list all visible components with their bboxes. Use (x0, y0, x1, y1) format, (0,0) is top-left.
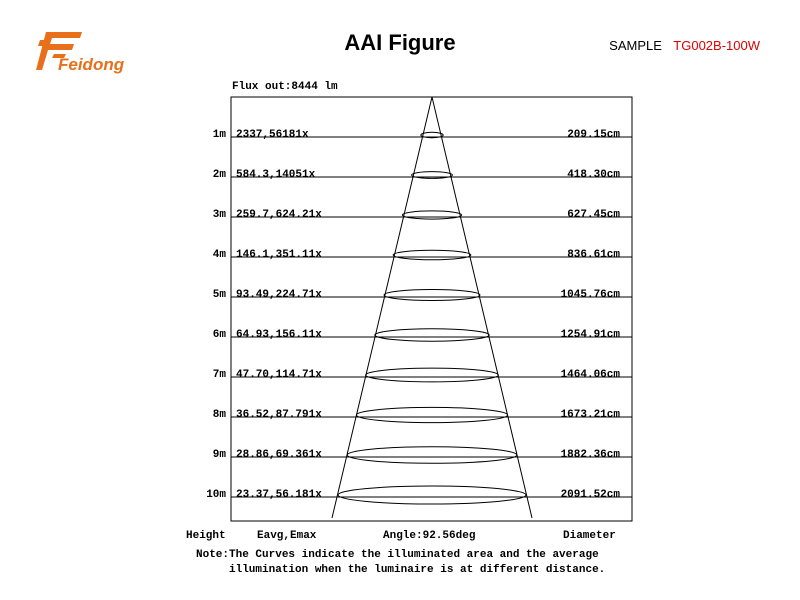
row-eavg-emax: 28.86,69.361x (236, 449, 322, 461)
row-diameter: 1882.36cm (560, 449, 620, 461)
row-height-label: 2m (212, 169, 226, 181)
page-title: AAI Figure (344, 30, 456, 55)
row-height-label: 3m (212, 209, 226, 221)
sample-label: SAMPLE (609, 38, 662, 53)
row-height-label: 5m (212, 289, 226, 301)
logo-wordmark: Feidong (58, 55, 125, 74)
footer-eavg: Eavg,Emax (257, 530, 317, 542)
row-eavg-emax: 259.7,624.21x (236, 209, 322, 221)
row-diameter: 418.30cm (567, 169, 620, 181)
row-eavg-emax: 47.70,114.71x (236, 369, 322, 381)
row-height-label: 8m (212, 409, 226, 421)
beam-ellipse (402, 211, 461, 219)
row-height-label: 4m (212, 249, 226, 261)
row-eavg-emax: 584.3,14051x (236, 169, 316, 181)
beam-ellipse (375, 329, 489, 341)
row-diameter: 1045.76cm (560, 289, 620, 301)
beam-cone (332, 97, 532, 518)
footer-diameter: Diameter (563, 530, 616, 542)
row-diameter: 209.15cm (567, 129, 620, 141)
row-diameter: 1673.21cm (560, 409, 620, 421)
row-diameter: 1464.06cm (560, 369, 620, 381)
row-diameter: 627.45cm (567, 209, 620, 221)
row-eavg-emax: 23.37,56.181x (236, 489, 322, 501)
row-eavg-emax: 36.52,87.791x (236, 409, 322, 421)
row-eavg-emax: 2337,56181x (236, 129, 309, 141)
sample-code: TG002B-100W (673, 38, 760, 53)
beam-ellipse (384, 290, 480, 301)
flux-out: Flux out:8444 lm (232, 81, 338, 93)
row-diameter: 1254.91cm (560, 329, 620, 341)
beam-ellipse (338, 486, 526, 504)
row-height-label: 9m (212, 449, 226, 461)
footer-angle: Angle:92.56deg (383, 530, 476, 542)
row-eavg-emax: 146.1,351.11x (236, 249, 322, 261)
row-height-label: 7m (212, 369, 226, 381)
note-text: Note:The Curves indicate the illuminated area and the average illumination when the luminaire is at different distance. (196, 549, 606, 576)
footer-height: Height (186, 530, 226, 542)
row-diameter: 2091.52cm (560, 489, 620, 501)
row-diameter: 836.61cm (567, 249, 620, 261)
row-height-label: 1m (212, 129, 226, 141)
beam-ellipse (366, 368, 499, 382)
beam-ellipse (347, 447, 517, 464)
beam-ellipses (338, 132, 526, 504)
beam-ellipse (356, 407, 507, 422)
row-eavg-emax: 93.49,224.71x (236, 289, 322, 301)
beam-ellipse (393, 250, 471, 260)
row-height-label: 10m (206, 489, 226, 501)
row-height-label: 6m (212, 329, 226, 341)
row-eavg-emax: 64.93,156.11x (236, 329, 322, 341)
